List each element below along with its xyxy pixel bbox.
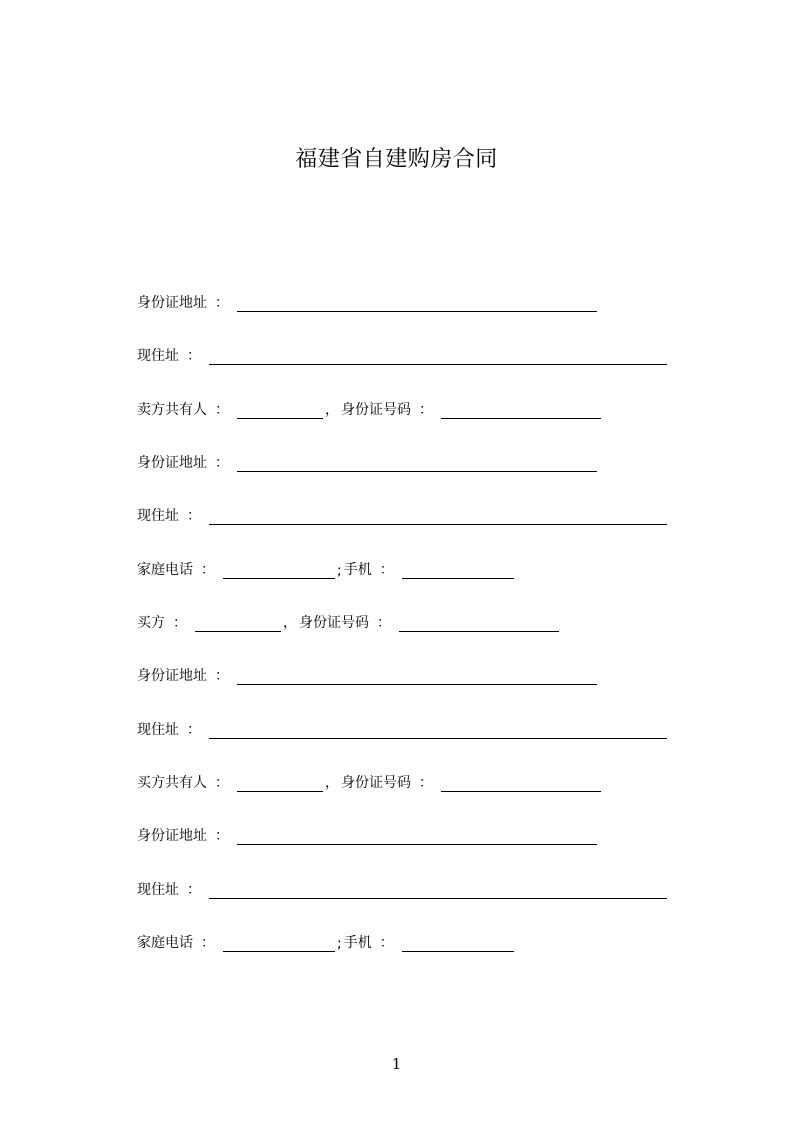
id-address-label: 身份证地址 bbox=[137, 455, 207, 471]
mobile-label: 手机 bbox=[343, 935, 372, 951]
id-number-label: 身份证号码 bbox=[341, 402, 411, 418]
semicolon: ; bbox=[337, 936, 342, 952]
form-row-id-address bbox=[137, 292, 597, 312]
home-phone-blank[interactable] bbox=[223, 937, 335, 952]
colon: ： bbox=[377, 615, 391, 631]
colon: ： bbox=[215, 455, 229, 471]
mobile-label: 手机 bbox=[343, 562, 372, 578]
colon: ： bbox=[187, 508, 201, 524]
id-number-label: 身份证号码 bbox=[341, 775, 411, 791]
seller-co-owner-blank[interactable] bbox=[237, 404, 323, 419]
form-row-seller-co-owner bbox=[137, 399, 601, 419]
comma: ， bbox=[325, 402, 339, 418]
form-row-id-address bbox=[137, 452, 597, 472]
buyer-co-owner-blank[interactable] bbox=[237, 777, 323, 792]
id-address-label: 身份证地址 bbox=[137, 828, 207, 844]
id-address-blank[interactable] bbox=[237, 670, 597, 685]
mobile-blank[interactable] bbox=[402, 564, 514, 579]
current-address-label: 现住址 bbox=[137, 882, 179, 898]
id-address-blank[interactable] bbox=[237, 457, 597, 472]
seller-co-owner-label: 卖方共有人 bbox=[137, 402, 207, 418]
colon: ： bbox=[419, 402, 433, 418]
form-row-current-address bbox=[137, 879, 667, 899]
home-phone-blank[interactable] bbox=[223, 564, 335, 579]
id-address-label: 身份证地址 bbox=[137, 668, 207, 684]
id-address-blank[interactable] bbox=[237, 297, 597, 312]
id-number-blank[interactable] bbox=[441, 404, 601, 419]
colon: ： bbox=[201, 562, 215, 578]
comma: ， bbox=[283, 615, 297, 631]
current-address-blank[interactable] bbox=[209, 724, 667, 739]
current-address-label: 现住址 bbox=[137, 508, 179, 524]
id-number-blank[interactable] bbox=[441, 777, 601, 792]
buyer-label: 买方 bbox=[137, 615, 165, 631]
colon: ： bbox=[215, 828, 229, 844]
semicolon: ; bbox=[337, 563, 342, 579]
colon: ： bbox=[173, 615, 187, 631]
document-title: 福建省自建购房合同 bbox=[295, 147, 498, 172]
current-address-blank[interactable] bbox=[209, 510, 667, 525]
colon: ： bbox=[201, 935, 215, 951]
form-row-current-address bbox=[137, 345, 667, 365]
colon: ： bbox=[215, 402, 229, 418]
mobile-blank[interactable] bbox=[402, 937, 514, 952]
colon: ： bbox=[187, 348, 201, 364]
form-row-id-address bbox=[137, 665, 597, 685]
colon: ： bbox=[215, 668, 229, 684]
current-address-blank[interactable] bbox=[209, 884, 667, 899]
colon: ： bbox=[379, 935, 394, 951]
form-row-phones bbox=[137, 932, 514, 952]
colon: ： bbox=[215, 775, 229, 791]
form-row-current-address bbox=[137, 505, 667, 525]
current-address-label: 现住址 bbox=[137, 722, 179, 738]
colon: ： bbox=[187, 722, 201, 738]
colon: ： bbox=[419, 775, 433, 791]
form-row-phones bbox=[137, 559, 514, 579]
form-row-id-address bbox=[137, 825, 597, 845]
colon: ： bbox=[379, 562, 394, 578]
home-phone-label: 家庭电话 bbox=[137, 562, 193, 578]
id-number-label: 身份证号码 bbox=[299, 615, 369, 631]
form-row-buyer-co-owner bbox=[137, 772, 601, 792]
page-number: 1 bbox=[391, 1055, 402, 1073]
colon: ： bbox=[215, 295, 229, 311]
form-row-current-address bbox=[137, 719, 667, 739]
colon: ： bbox=[187, 882, 201, 898]
id-address-blank[interactable] bbox=[237, 830, 597, 845]
home-phone-label: 家庭电话 bbox=[137, 935, 193, 951]
current-address-label: 现住址 bbox=[137, 348, 179, 364]
current-address-blank[interactable] bbox=[209, 350, 667, 365]
buyer-blank[interactable] bbox=[195, 617, 281, 632]
id-address-label: 身份证地址 bbox=[137, 295, 207, 311]
id-number-blank[interactable] bbox=[399, 617, 559, 632]
form-row-buyer bbox=[137, 612, 559, 632]
comma: ， bbox=[325, 775, 339, 791]
buyer-co-owner-label: 买方共有人 bbox=[137, 775, 207, 791]
